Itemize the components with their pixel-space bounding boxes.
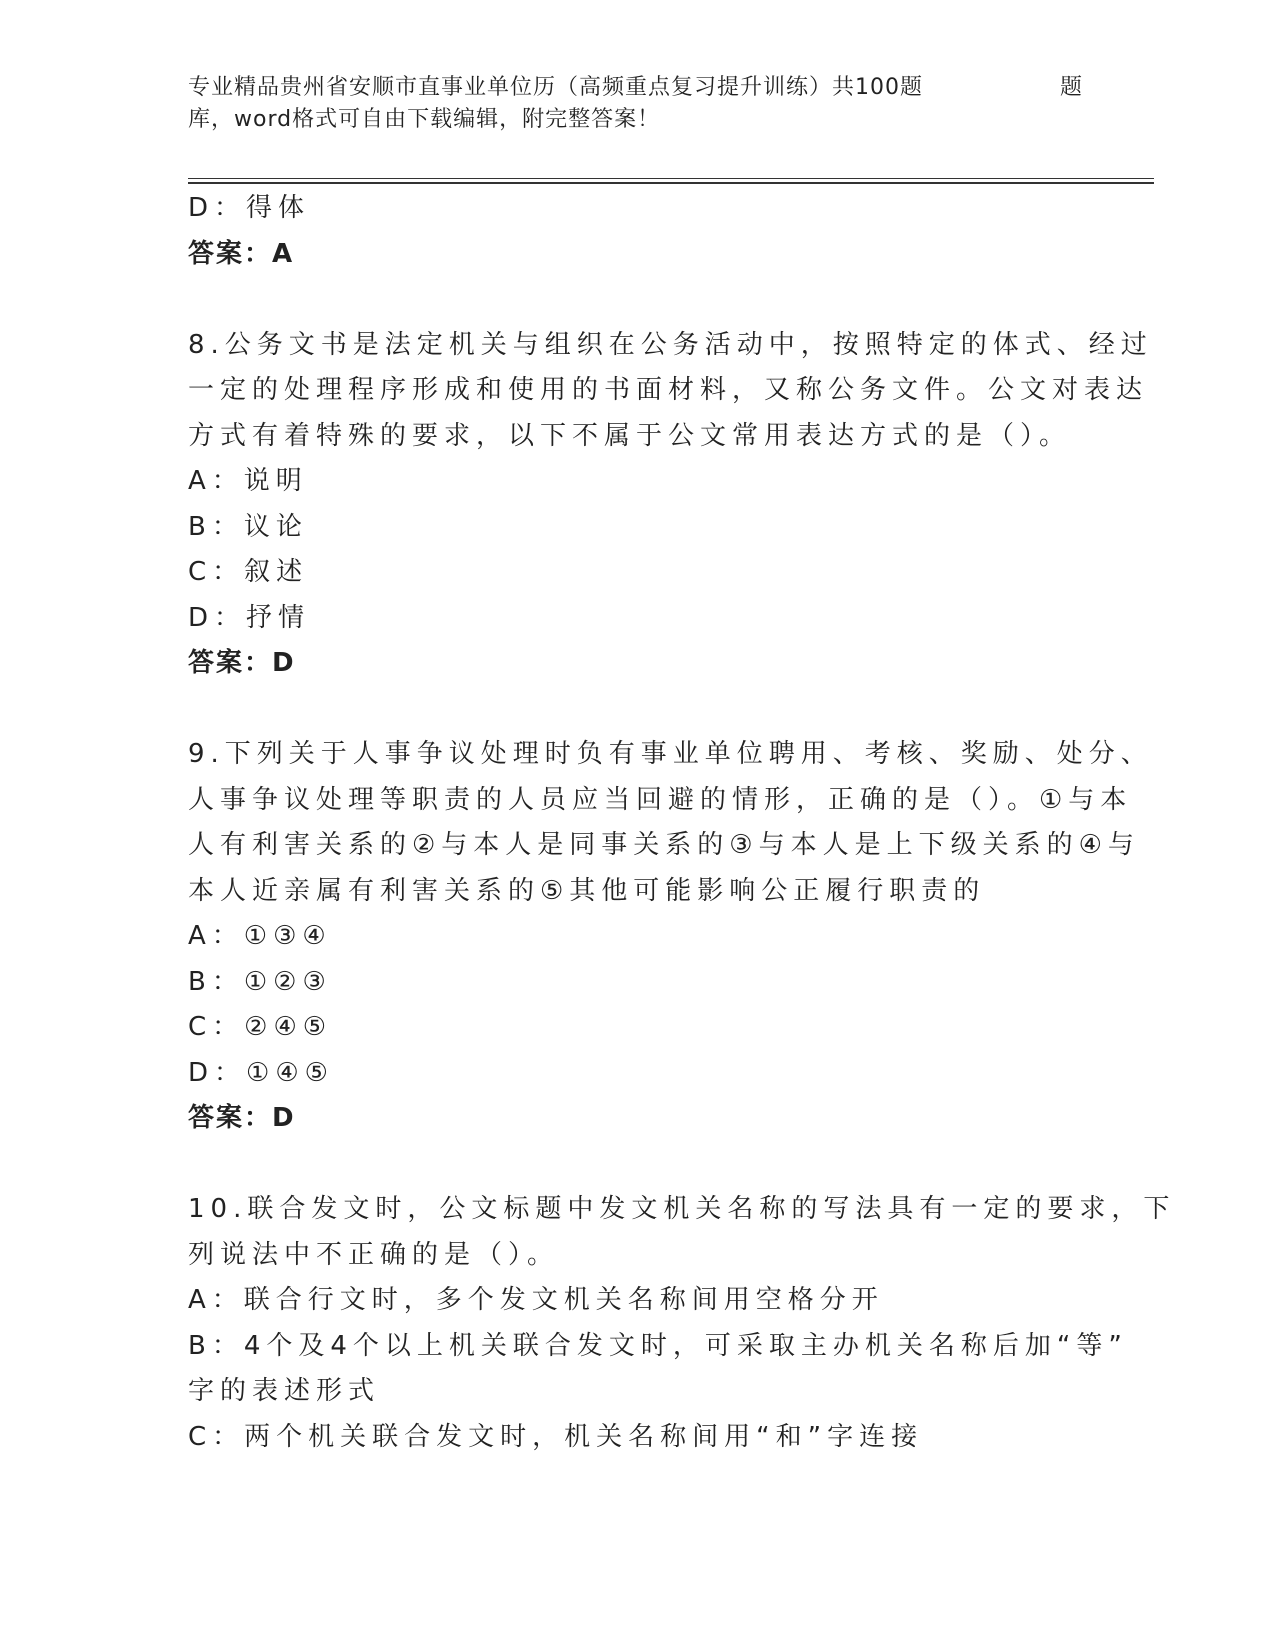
prev-answer: 答案：A (188, 238, 295, 269)
question-8 (188, 323, 1153, 687)
option-a: A：①③④ (188, 921, 332, 951)
question-9 (188, 732, 1153, 1142)
header-divider-thick (188, 182, 1154, 184)
option-a: A：联合行文时，多个发文机关名称间用空格分开 (188, 1285, 884, 1315)
question-text-line: 人有利害关系的②与本人是同事关系的③与本人是上下级关系的④与 (188, 830, 1140, 860)
spacer (188, 1142, 1088, 1188)
question-text-line: 方式有着特殊的要求，以下不属于公文常用表达方式的是（）。 (188, 420, 1072, 451)
option-a: A：说明 (188, 466, 308, 496)
spacer (188, 687, 1088, 733)
question-text-line: 人事争议处理等职责的人员应当回避的情形，正确的是（）。①与本 (188, 784, 1133, 815)
answer: 答案：D (188, 648, 296, 678)
question-text-line: 8.公务文书是法定机关与组织在公务活动中，按照特定的体式、经过 (188, 329, 1153, 360)
option-d: D：①④⑤ (188, 1057, 334, 1088)
header-title-tail: 题 (1060, 75, 1084, 100)
option-d: D：抒情 (188, 602, 311, 633)
option-b: B：议论 (188, 511, 308, 542)
spacer (188, 277, 1088, 323)
header-title: 专业精品贵州省安顺市直事业单位历（高频重点复习提升训练）共100题 (188, 75, 923, 100)
option-b: B：①②③ (188, 966, 332, 997)
question-10 (188, 1187, 1176, 1460)
header-line-1 (188, 72, 1088, 104)
header-divider-thin (188, 178, 1154, 179)
answer: 答案：D (188, 1103, 296, 1133)
page-header (188, 72, 1088, 136)
option-c: C：两个机关联合发文时，机关名称间用“和”字连接 (188, 1421, 924, 1452)
question-text-line: 一定的处理程序形成和使用的书面材料，又称公务文件。公文对表达 (188, 375, 1149, 405)
question-text-line: 10.联合发文时，公文标题中发文机关名称的写法具有一定的要求，下 (188, 1194, 1176, 1224)
question-text-line: 9.下列关于人事争议处理时负有事业单位聘用、考核、奖励、处分、 (188, 739, 1153, 769)
option-b-continued: 字的表述形式 (188, 1376, 381, 1406)
option-c: C：叙述 (188, 557, 309, 587)
prev-option-d: D：得体 (188, 193, 311, 223)
option-b: B：4个及4个以上机关联合发文时，可采取主办机关名称后加“等” (188, 1330, 1128, 1361)
document-body (188, 186, 1176, 1460)
header-line-2: 库，word格式可自由下载编辑，附完整答案！ (188, 107, 661, 132)
question-text-line: 列说法中不正确的是（）。 (188, 1239, 560, 1270)
question-text-line: 本人近亲属有利害关系的⑤其他可能影响公正履行职责的 (188, 875, 986, 906)
option-c: C：②④⑤ (188, 1012, 333, 1042)
